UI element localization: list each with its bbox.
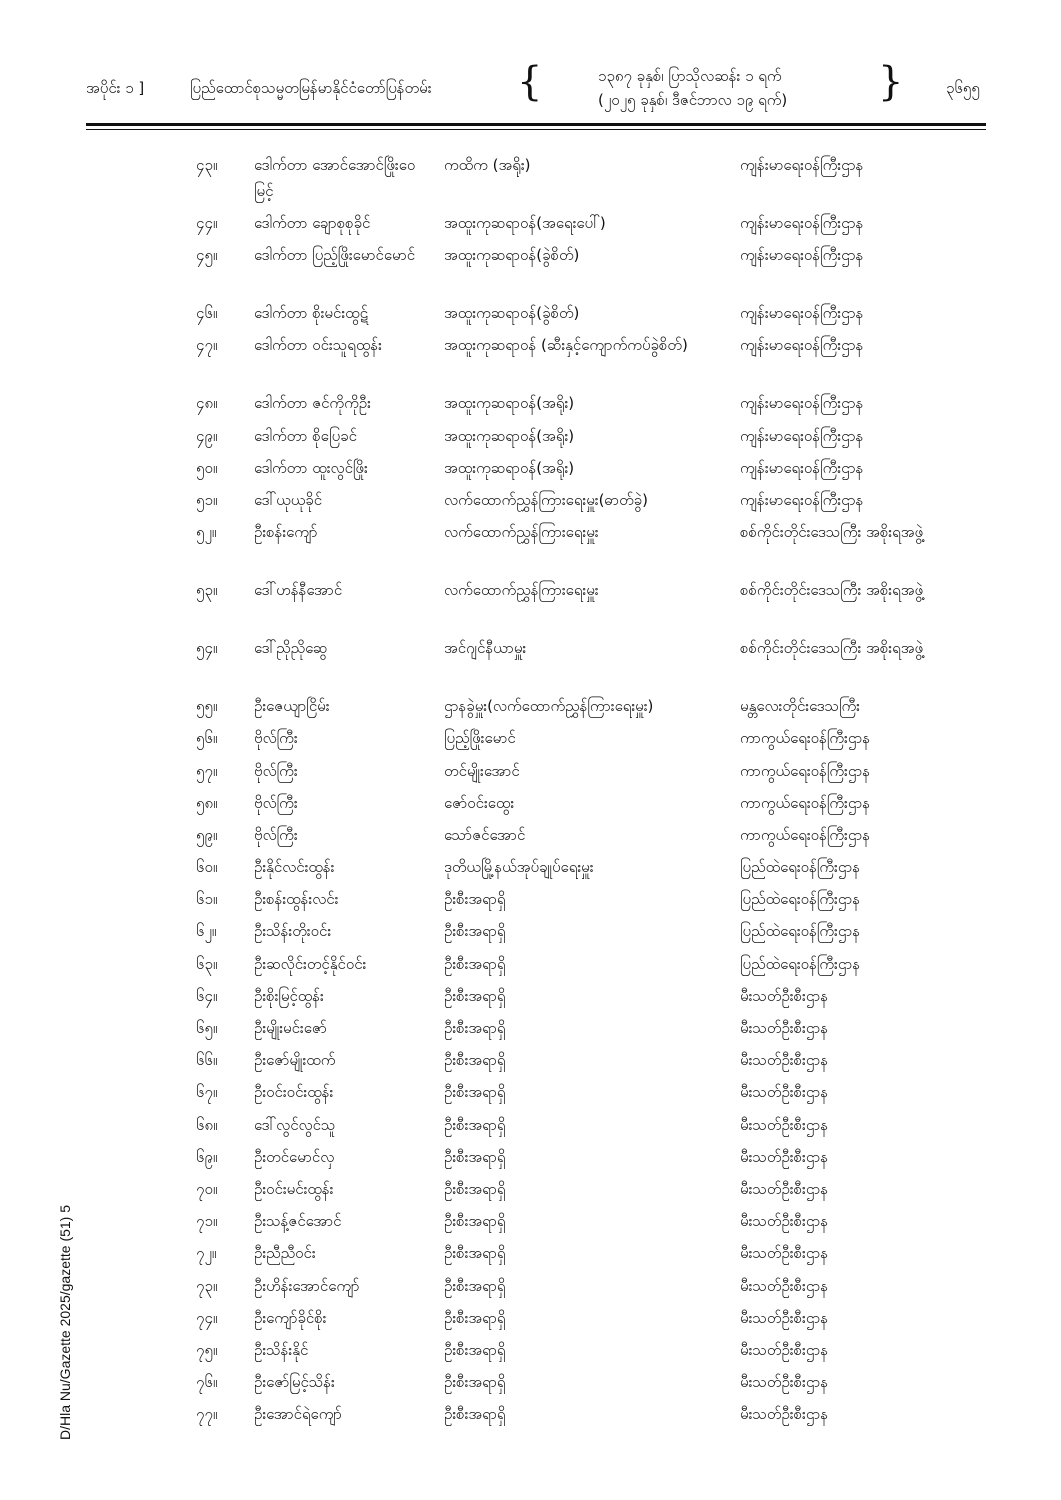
- position-title: အထူးကုဆရာဝန် (ဆီးနှင့်ကျောက်ကပ်ခွဲစိတ်): [444, 336, 688, 355]
- department: ကာကွယ်ရေးဝန်ကြီးဌာန: [740, 761, 871, 780]
- item-number: ၅၇။: [196, 761, 218, 780]
- item-number: ၆၂။: [196, 922, 217, 941]
- position-title: အင်ဂျင်နီယာမှူး: [444, 639, 527, 658]
- item-number: ၆၁။: [196, 890, 218, 909]
- list-item: [0, 242, 1061, 300]
- person-name: ဒေါက်တာ ဝင်းသူရထွန်း: [254, 336, 382, 355]
- department: မီးသတ်ဦးစီးဌာန: [740, 1147, 829, 1166]
- person-name: ဒေါက်တာ ဇင်ကိုကိုဦး: [254, 394, 371, 413]
- item-number: ၆၀။: [196, 858, 218, 877]
- department: မီးသတ်ဦးစီးဌာန: [740, 1019, 829, 1037]
- person-name: ဦးဝင်းဝင်းထွန်း: [254, 1083, 334, 1102]
- header-rule-thin: [86, 129, 986, 130]
- item-number: ၆၉။: [196, 1147, 218, 1166]
- department: ကျန်းမာရေးဝန်ကြီးဌာန: [740, 490, 864, 509]
- department: မီးသတ်ဦးစီးဌာန: [740, 1212, 829, 1231]
- list-item: [0, 455, 1061, 487]
- page-number: ၃၆၅၅: [946, 79, 980, 97]
- department: ပြည်ထဲရေးဝန်ကြီးဌာန: [740, 922, 861, 941]
- position-title: ဦးစီးအရာရှိ: [444, 1179, 506, 1198]
- list-item: [0, 1401, 1061, 1433]
- list-item: [0, 152, 1061, 210]
- item-number: ၆၅။: [196, 1019, 218, 1037]
- header-rule-thick: [86, 123, 986, 126]
- part-label: အပိုင်း ၁ ]: [86, 79, 145, 97]
- item-number: ၅၃။: [196, 581, 218, 600]
- position-title: ဦးစီးအရာရှိ: [444, 1212, 506, 1231]
- list-item: [0, 635, 1061, 693]
- department: မန္တလေးတိုင်းဒေသကြီး: [740, 697, 860, 716]
- item-number: ၇၂။: [196, 1244, 217, 1263]
- list-item: [0, 1079, 1061, 1111]
- position-title: လက်ထောက်ညွှန်ကြားရေးမှူး(ဓာတ်ခွဲ): [444, 490, 648, 509]
- list-item: [0, 210, 1061, 242]
- position-title: အထူးကုဆရာဝန်(အရိုး): [444, 426, 575, 445]
- person-name: ဦးဆလိုင်းတင့်နိုင်ဝင်း: [254, 954, 367, 973]
- list-item: [0, 854, 1061, 886]
- item-number: ၅၅။: [196, 697, 218, 716]
- person-name: ဦးဇော်မျိုးထက်: [254, 1051, 336, 1070]
- left-brace: {: [517, 59, 543, 105]
- list-item: [0, 1176, 1061, 1208]
- person-name: ဗိုလ်ကြီး: [254, 825, 298, 844]
- department: မီးသတ်ဦးစီးဌာန: [740, 1051, 829, 1070]
- person-name: ဦးဇေယျာငြိမ်း: [254, 697, 330, 716]
- position-title: တင်မျိုးအောင်: [444, 761, 520, 780]
- list-item: [0, 1305, 1061, 1337]
- list-item: [0, 822, 1061, 854]
- position-title: အထူးကုဆရာဝန်(အရိုး): [444, 394, 575, 413]
- department: ကျန်းမာရေးဝန်ကြီးဌာန: [740, 458, 864, 477]
- item-number: ၇၆။: [196, 1373, 218, 1392]
- position-title: ဒုတိယမြို့နယ်အုပ်ချုပ်ရေးမှူး: [444, 858, 594, 877]
- list-item: [0, 790, 1061, 822]
- date-myanmar: ၁၃၈၇ ခုနှစ်၊ ပြာသိုလဆန်း ၁ ရက်: [598, 67, 782, 85]
- page-header: [0, 0, 1061, 130]
- department: ကျန်းမာရေးဝန်ကြီးဌာန: [740, 394, 864, 413]
- person-name: ဦးဇော်မြင့်သိန်း: [254, 1373, 335, 1392]
- position-title: သော်ဇင်အောင်: [444, 825, 526, 844]
- date-gregorian: (၂၀၂၅ ခုနှစ်၊ ဒီဇင်ဘာလ ၁၉ ရက်): [598, 91, 788, 109]
- position-title: ပြည့်ဖြိုးမောင်: [444, 729, 516, 748]
- person-name: ဦးကျော်ခိုင်စိုး: [254, 1308, 327, 1327]
- department: ကျန်းမာရေးဝန်ကြီးဌာန: [740, 156, 864, 174]
- position-title: ဦးစီးအရာရှိ: [444, 1276, 506, 1295]
- department: စစ်ကိုင်းတိုင်းဒေသကြီး အစိုးရအဖွဲ့: [740, 581, 924, 600]
- department: ကျန်းမာရေးဝန်ကြီးဌာန: [740, 246, 864, 265]
- item-number: ၇၄။: [196, 1308, 218, 1327]
- person-name: ဦးညီညီဝင်း: [254, 1244, 316, 1263]
- item-number: ၆၃။: [196, 954, 218, 973]
- position-title: ဦးစီးအရာရှိ: [444, 1083, 506, 1102]
- item-number: ၄၉။: [196, 426, 218, 445]
- item-number: ၄၃။: [196, 156, 218, 174]
- position-title: ဦးစီးအရာရှိ: [444, 890, 506, 909]
- position-title: ဦးစီးအရာရှိ: [444, 1244, 506, 1263]
- person-name: ဒေါ်ညိုညိုဆွေ: [254, 639, 328, 658]
- item-number: ၇၇။: [196, 1405, 218, 1424]
- item-number: ၄၅။: [196, 246, 218, 265]
- item-number: ၇၃။: [196, 1276, 218, 1295]
- department: စစ်ကိုင်းတိုင်းဒေသကြီး အစိုးရအဖွဲ့: [740, 523, 924, 542]
- right-brace: }: [878, 59, 904, 105]
- position-title: ဦးစီးအရာရှိ: [444, 954, 506, 973]
- department: စစ်ကိုင်းတိုင်းဒေသကြီး အစိုးရအဖွဲ့: [740, 639, 924, 658]
- person-name: ဗိုလ်ကြီး: [254, 761, 298, 780]
- position-title: ဇော်ဝင်းထွေး: [444, 793, 515, 812]
- list-item: [0, 1273, 1061, 1305]
- department: မီးသတ်ဦးစီးဌာန: [740, 1083, 829, 1102]
- item-number: ၅၆။: [196, 729, 218, 748]
- list-item: [0, 1015, 1061, 1047]
- department: ကာကွယ်ရေးဝန်ကြီးဌာန: [740, 729, 871, 748]
- person-name: ဗိုလ်ကြီး: [254, 729, 298, 748]
- person-name: ဦးသိန်းတိုးဝင်း: [254, 922, 332, 941]
- position-title: ဦးစီးအရာရှိ: [444, 986, 506, 1005]
- list-item: [0, 423, 1061, 455]
- position-title: အထူးကုဆရာဝန်(အရေးပေါ်): [444, 214, 606, 232]
- list-item: [0, 1240, 1061, 1272]
- person-name: ဒေါ်ယုယုခိုင်: [254, 490, 323, 509]
- person-name: ဦးမျိုးမင်းဇော်: [254, 1019, 327, 1037]
- person-name: ဒေါက်တာ စိုပြေခင်: [254, 426, 357, 445]
- department: ပြည်ထဲရေးဝန်ကြီးဌာန: [740, 954, 861, 973]
- person-name: ဒေါ်လွင်လွင်သူ: [254, 1115, 336, 1134]
- department: မီးသတ်ဦးစီးဌာန: [740, 986, 829, 1005]
- list-item: [0, 693, 1061, 725]
- position-title: ဦးစီးအရာရှိ: [444, 1308, 506, 1327]
- list-item: [0, 519, 1061, 577]
- position-title: ဦးစီးအရာရှိ: [444, 1340, 506, 1359]
- position-title: ကထိက (အရိုး): [444, 156, 531, 174]
- item-number: ၄၄။: [196, 214, 218, 232]
- position-title: အထူးကုဆရာဝန်(ခွဲစိတ်): [444, 304, 580, 323]
- list-item: [0, 300, 1061, 332]
- position-title: ဦးစီးအရာရှိ: [444, 1373, 506, 1392]
- list-item: [0, 1369, 1061, 1401]
- person-name: ဦးဝင်းမင်းထွန်း: [254, 1179, 334, 1198]
- list-item: [0, 1337, 1061, 1369]
- person-name: ဦးစန်းထွန်းလင်း: [254, 890, 339, 909]
- person-name: ဒေါက်တာ စိုးမင်းထွဋ်: [254, 304, 368, 323]
- person-name: ဒေါက်တာ ထူးလွင်ဖြိုး: [254, 458, 368, 477]
- position-title: ဦးစီးအရာရှိ: [444, 1147, 506, 1166]
- position-title: ဦးစီးအရာရှိ: [444, 922, 506, 941]
- list-item: [0, 1047, 1061, 1079]
- person-name: ဦးအောင်ရဲကျော်: [254, 1405, 342, 1424]
- department: မီးသတ်ဦးစီးဌာန: [740, 1276, 829, 1295]
- list-item: [0, 577, 1061, 635]
- person-name: ဦးသန့်ဇင်အောင်: [254, 1212, 342, 1231]
- person-name: ဒေါ်ဟန်နီအောင်: [254, 581, 343, 600]
- list-item: [0, 1208, 1061, 1240]
- department: မီးသတ်ဦးစီးဌာန: [740, 1179, 829, 1198]
- list-item: [0, 725, 1061, 757]
- item-number: ၅၂။: [196, 523, 217, 542]
- department: ကျန်းမာရေးဝန်ကြီးဌာန: [740, 336, 864, 355]
- person-name: ဦးနိုင်လင်းထွန်း: [254, 858, 335, 877]
- department: ကာကွယ်ရေးဝန်ကြီးဌာန: [740, 825, 871, 844]
- side-print-label: D/Hla Nu/Gazette 2025/gazette (51) 5: [57, 1204, 73, 1440]
- department: ပြည်ထဲရေးဝန်ကြီးဌာန: [740, 890, 861, 909]
- position-title: ဦးစီးအရာရှိ: [444, 1019, 506, 1037]
- department: ကျန်းမာရေးဝန်ကြီးဌာန: [740, 426, 864, 445]
- list-item: [0, 758, 1061, 790]
- item-number: ၆၄။: [196, 986, 218, 1005]
- position-title: လက်ထောက်ညွှန်ကြားရေးမှူး: [444, 523, 599, 542]
- department: မီးသတ်ဦးစီးဌာန: [740, 1373, 829, 1392]
- list-item: [0, 1112, 1061, 1144]
- position-title: ဌာနခွဲမှူး(လက်ထောက်ညွှန်ကြားရေးမှူး): [444, 697, 654, 716]
- item-number: ၅၀။: [196, 458, 218, 477]
- item-number: ၅၄။: [196, 639, 218, 658]
- item-number: ၅၈။: [196, 793, 218, 812]
- person-name: ဒေါက်တာ ပြည့်ဖြိုးမောင်မောင်: [254, 246, 416, 265]
- item-number: ၆၆။: [196, 1051, 218, 1070]
- person-name: ဗိုလ်ကြီး: [254, 793, 298, 812]
- position-title: ဦးစီးအရာရှိ: [444, 1115, 506, 1134]
- department: ပြည်ထဲရေးဝန်ကြီးဌာန: [740, 858, 861, 877]
- department: မီးသတ်ဦးစီးဌာန: [740, 1340, 829, 1359]
- person-name: ဦးသိန်းနိုင်: [254, 1340, 309, 1359]
- item-number: ၇၀။: [196, 1179, 218, 1198]
- person-name: ဦးတင်မောင်လှ: [254, 1147, 335, 1166]
- item-number: ၄၇။: [196, 336, 218, 355]
- person-name: ဒေါက်တာ အောင်အောင်ဖြိုးဝေမြင့်: [254, 156, 416, 200]
- item-number: ၇၁။: [196, 1212, 218, 1231]
- item-number: ၄၈။: [196, 394, 218, 413]
- person-name: ဦးစန်းကျော်: [254, 523, 318, 542]
- person-name: ဦးစိုးမြင့်ထွန်း: [254, 986, 324, 1005]
- list-item: [0, 1144, 1061, 1176]
- position-title: အထူးကုဆရာဝန်(ခွဲစိတ်): [444, 246, 580, 265]
- list-item: [0, 886, 1061, 918]
- item-number: ၅၁။: [196, 490, 218, 509]
- department: မီးသတ်ဦးစီးဌာန: [740, 1244, 829, 1263]
- person-name: ဦးဟိန်းအောင်ကျော်: [254, 1276, 360, 1295]
- list-item: [0, 983, 1061, 1015]
- position-title: အထူးကုဆရာဝန်(အရိုး): [444, 458, 575, 477]
- department: မီးသတ်ဦးစီးဌာန: [740, 1405, 829, 1424]
- list-item: [0, 390, 1061, 422]
- item-number: ၆၇။: [196, 1083, 218, 1102]
- department: မီးသတ်ဦးစီးဌာန: [740, 1308, 829, 1327]
- department: ကျန်းမာရေးဝန်ကြီးဌာန: [740, 214, 864, 232]
- position-title: ဦးစီးအရာရှိ: [444, 1051, 506, 1070]
- department: ကာကွယ်ရေးဝန်ကြီးဌာန: [740, 793, 871, 812]
- gazette-title: ပြည်ထောင်စုသမ္မတမြန်မာနိုင်ငံတော်ပြန်တမ်း: [190, 79, 432, 97]
- appointment-list: [0, 152, 1061, 1433]
- department: မီးသတ်ဦးစီးဌာန: [740, 1115, 829, 1134]
- item-number: ၆၈။: [196, 1115, 218, 1134]
- list-item: [0, 918, 1061, 950]
- position-title: လက်ထောက်ညွှန်ကြားရေးမှူး: [444, 581, 599, 600]
- list-item: [0, 487, 1061, 519]
- position-title: ဦးစီးအရာရှိ: [444, 1405, 506, 1424]
- list-item: [0, 951, 1061, 983]
- item-number: ၇၅။: [196, 1340, 218, 1359]
- list-item: [0, 332, 1061, 390]
- person-name: ဒေါက်တာ ချောစုစုခိုင်: [254, 214, 371, 232]
- item-number: ၄၆။: [196, 304, 218, 323]
- item-number: ၅၉။: [196, 825, 218, 844]
- department: ကျန်းမာရေးဝန်ကြီးဌာန: [740, 304, 864, 323]
